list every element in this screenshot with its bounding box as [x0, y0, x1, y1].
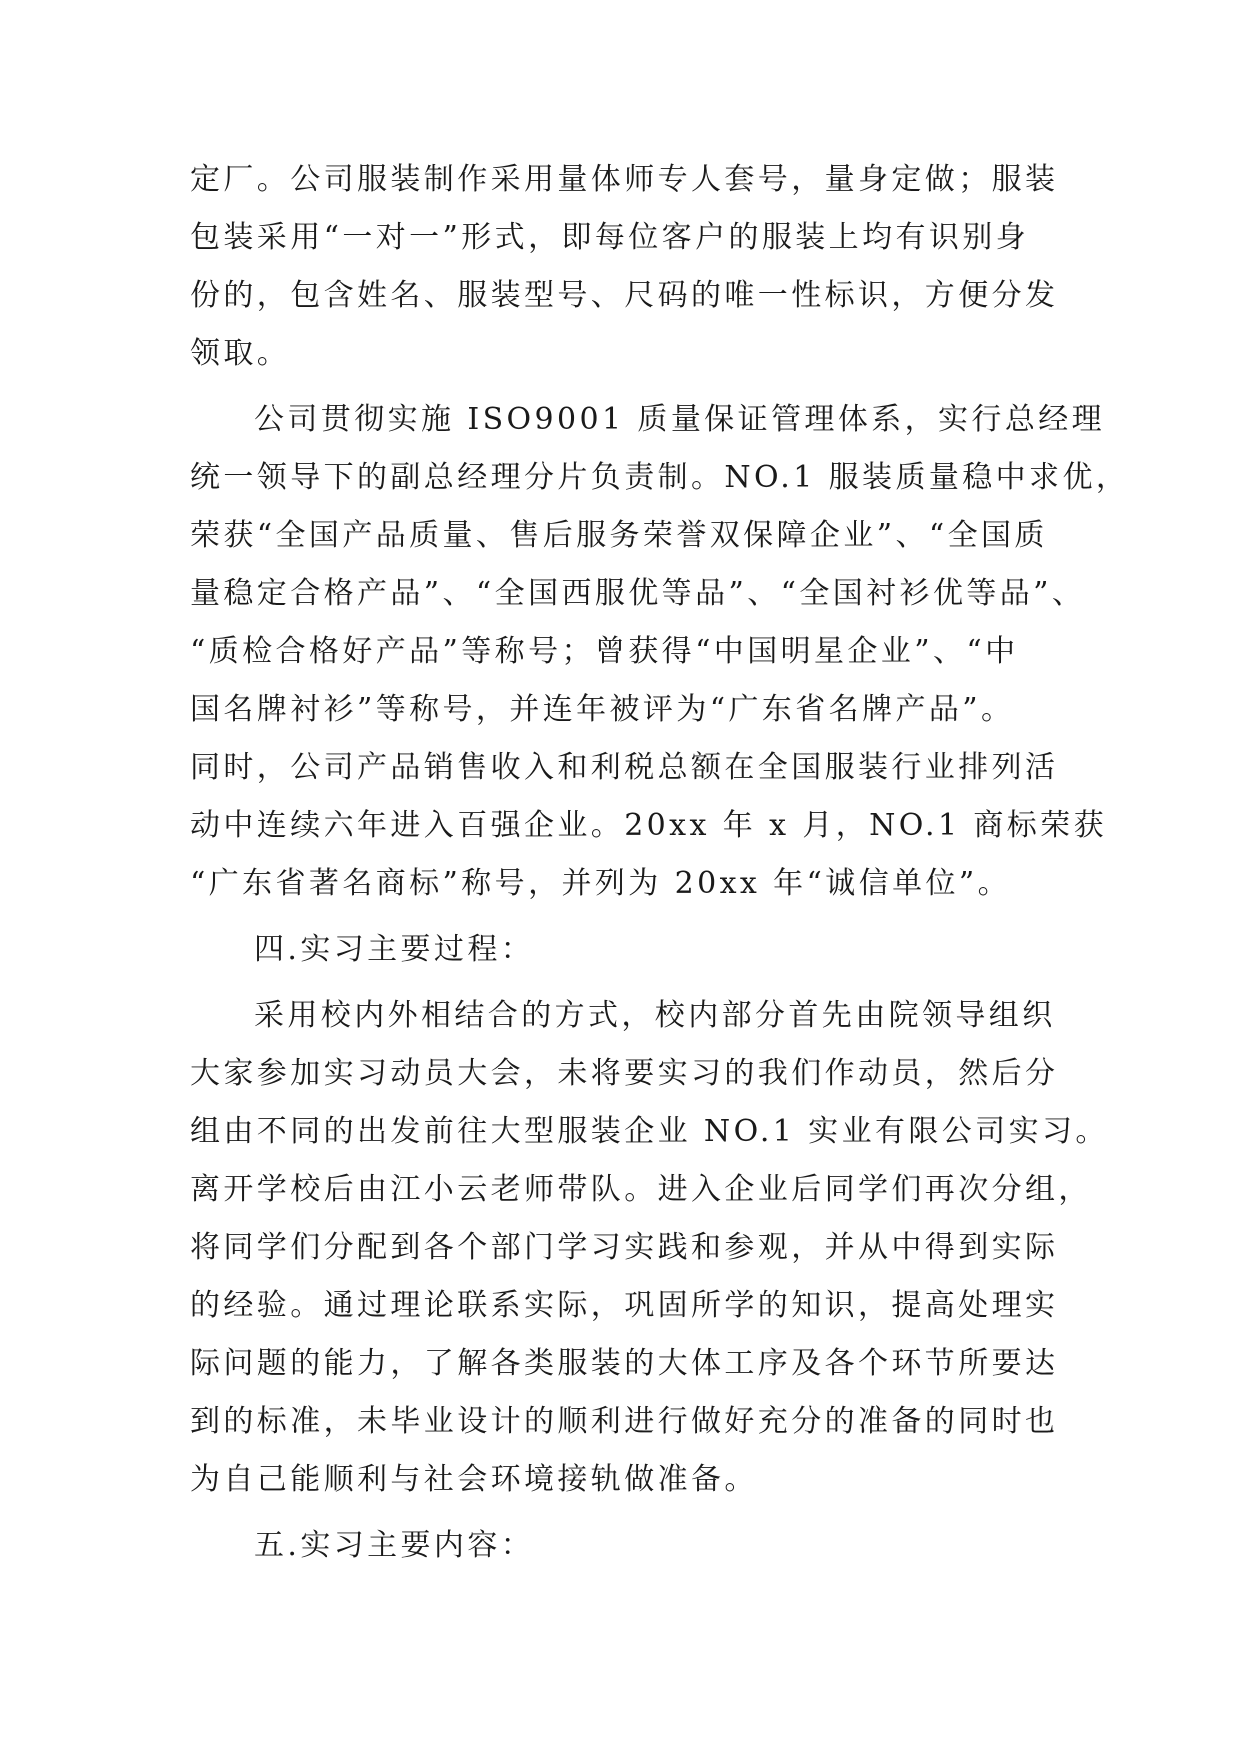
text-line: 到的标准，未毕业设计的顺利进行做好充分的准备的同时也 — [190, 1404, 1059, 1439]
text-line: 份的，包含姓名、服装型号、尺码的唯一性标识，方便分发 — [190, 278, 1059, 313]
paragraph-start-line: 采用校内外相结合的方式，校内部分首先由院领导组织 — [254, 998, 1056, 1033]
text-line: 大家参加实习动员大会，未将要实习的我们作动员，然后分 — [190, 1056, 1059, 1091]
text-line: “广东省著名商标”称号，并列为 20xx 年“诚信单位”。 — [190, 866, 1012, 901]
section-heading: 五.实习主要内容： — [254, 1528, 535, 1563]
text-line: 同时，公司产品销售收入和利税总额在全国服装行业排列活 — [190, 750, 1059, 785]
text-line: 量稳定合格产品”、“全国西服优等品”、“全国衬衫优等品”、 — [190, 576, 1086, 611]
section-heading: 四.实习主要过程： — [254, 932, 535, 967]
text-line: 际问题的能力，了解各类服装的大体工序及各个环节所要达 — [190, 1346, 1059, 1381]
text-line: 统一领导下的副总经理分片负责制。NO.1 服装质量稳中求优， — [190, 460, 1130, 495]
text-line: “质检合格好产品”等称号；曾获得“中国明星企业”、“中 — [190, 634, 1019, 669]
paragraph-start-line: 公司贯彻实施 ISO9001 质量保证管理体系，实行总经理 — [254, 402, 1106, 437]
text-line: 定厂。公司服装制作采用量体师专人套号，量身定做；服装 — [190, 162, 1059, 197]
text-line: 的经验。通过理论联系实际，巩固所学的知识，提高处理实 — [190, 1288, 1059, 1323]
text-line: 将同学们分配到各个部门学习实践和参观，并从中得到实际 — [190, 1230, 1059, 1265]
text-line: 包装采用“一对一”形式，即每位客户的服装上均有识别身 — [190, 220, 1030, 255]
text-line: 组由不同的出发前往大型服装企业 NO.1 实业有限公司实习。 — [190, 1114, 1109, 1149]
text-line: 国名牌衬衫”等称号，并连年被评为“广东省名牌产品”。 — [190, 692, 1015, 727]
text-line: 动中连续六年进入百强企业。20xx 年 x 月，NO.1 商标荣获 — [190, 808, 1107, 843]
text-line: 离开学校后由江小云老师带队。进入企业后同学们再次分组， — [190, 1172, 1092, 1207]
text-line: 领取。 — [190, 336, 291, 371]
text-line: 为自己能顺利与社会环境接轨做准备。 — [190, 1462, 758, 1497]
text-line: 荣获“全国产品质量、售后服务荣誉双保障企业”、“全国质 — [190, 518, 1048, 553]
